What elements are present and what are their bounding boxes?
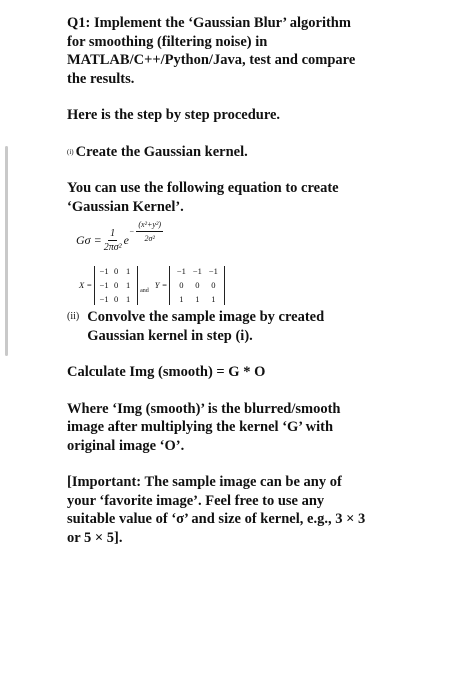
y-matrix-label: Y =: [154, 280, 168, 290]
equation-intro-line: You can use the following equation to create: [67, 180, 339, 196]
important-line: suitable value of ‘σ’ and size of kernel, e.g., 3 × 3: [67, 511, 366, 527]
gaussian-equation: [76, 220, 165, 253]
matrix-cell: 0: [195, 280, 200, 290]
matrix-cell: 1: [125, 280, 131, 290]
matrix-cell: −1: [176, 266, 186, 276]
step2-line: Gaussian kernel in step (i).: [87, 327, 253, 344]
important-line: or 5 × 5].: [67, 529, 123, 546]
document-body: [67, 14, 389, 547]
where-line: original image ‘O’.: [67, 437, 185, 454]
important-line: [Important: The sample image can be any of: [67, 474, 342, 490]
question-line: Q1: Implement the ‘Gaussian Blur’ algorithm: [67, 15, 351, 31]
matrix-cell: −1: [192, 266, 202, 276]
equation-intro-line: ‘Gaussian Kernel’.: [67, 198, 184, 215]
question-line: for smoothing (filtering noise) in: [67, 33, 268, 50]
matrix-cell: 1: [125, 294, 131, 304]
formula-numerator: 1: [110, 228, 116, 239]
calculate-line: Calculate Img (smooth) = G * O: [67, 364, 266, 380]
exponent-sign: −: [128, 227, 135, 236]
where-block: [67, 400, 389, 456]
matrix-cell: 0: [113, 294, 119, 304]
matrix-cell: 1: [125, 266, 131, 276]
step1-marker: (i): [67, 147, 74, 156]
matrix-cell: 1: [211, 294, 216, 304]
question-line: the results.: [67, 70, 135, 87]
step2-block: [67, 308, 389, 345]
step2-marker: (ii): [67, 311, 80, 322]
question-line: MATLAB/C++/Python/Java, test and compare: [67, 52, 356, 68]
matrix-cell: 0: [113, 280, 119, 290]
x-matrix-label: X =: [79, 280, 93, 290]
exponent-denominator: 2σ²: [144, 234, 155, 243]
and-connector: and: [140, 288, 149, 294]
matrix-cell: 1: [179, 294, 184, 304]
where-line: image after multiplying the kernel ‘G’ with: [67, 419, 334, 435]
where-line: Where ‘Img (smooth)’ is the blurred/smooth: [67, 400, 341, 417]
step1-title: Create the Gaussian kernel.: [75, 143, 248, 160]
formula-e: e: [123, 233, 129, 247]
formula-exponent: [129, 219, 165, 244]
matrix-cell: −1: [99, 266, 109, 276]
important-line: your ‘favorite image’. Feel free to use any: [67, 492, 325, 509]
matrix-cell: −1: [208, 266, 218, 276]
procedure-heading: Here is the step by step procedure.: [67, 107, 281, 123]
important-note: [67, 473, 389, 547]
formula-denominator: 2πσ²: [103, 242, 122, 253]
y-matrix: [169, 266, 225, 305]
step2-line: Convolve the sample image by created: [87, 309, 325, 325]
matrix-cell: 0: [211, 280, 216, 290]
step1-heading: [67, 143, 389, 162]
equation-intro: [67, 179, 389, 216]
exponent-numerator: (x²+y²): [136, 219, 163, 232]
matrix-cell: 0: [113, 266, 119, 276]
question-block: [67, 14, 389, 88]
formula-fraction: [104, 228, 122, 253]
exponent-fraction: [136, 219, 163, 244]
x-matrix: [94, 266, 138, 305]
matrix-cell: 1: [195, 294, 200, 304]
formula-lhs: Gσ =: [76, 233, 102, 247]
matrix-cell: 0: [179, 280, 184, 290]
matrix-cell: −1: [99, 280, 109, 290]
gaussian-formula: [69, 222, 389, 308]
matrix-cell: −1: [99, 294, 109, 304]
kernel-matrices: [79, 266, 225, 305]
scrollbar[interactable]: [5, 146, 8, 356]
